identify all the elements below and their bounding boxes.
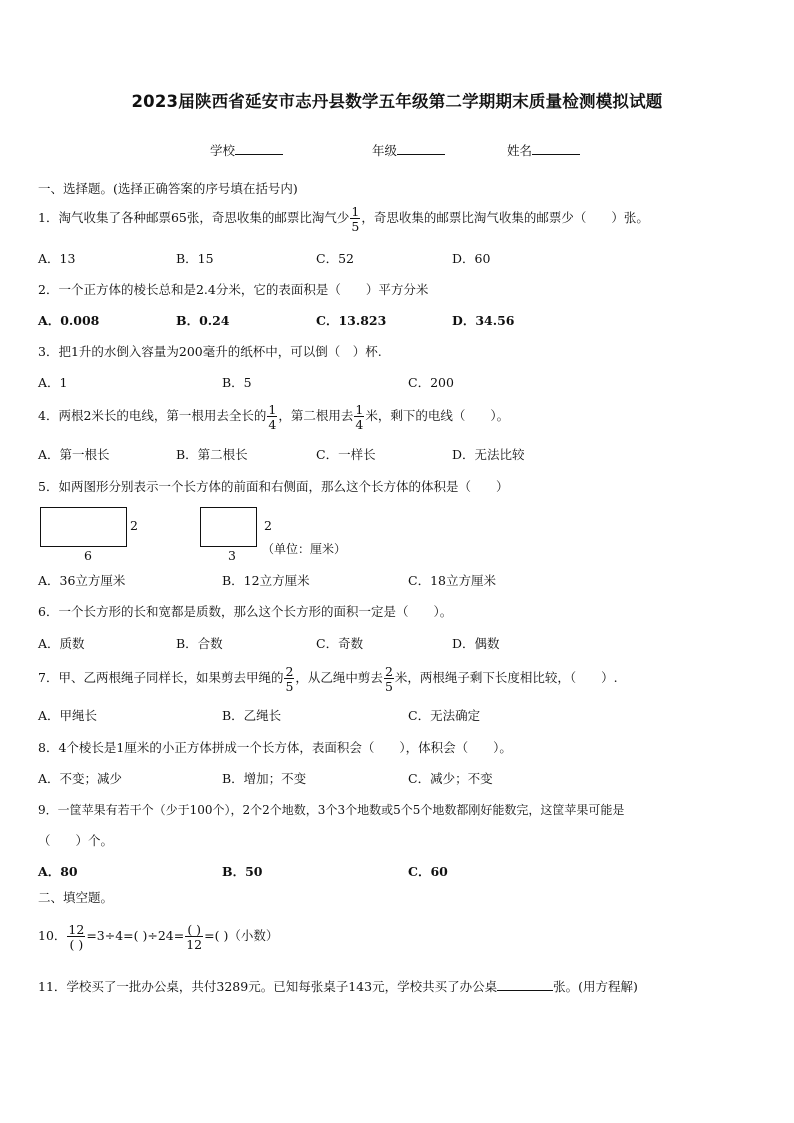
question-9-line-2: （ ）个。: [38, 833, 114, 848]
q9-option-b: B．50: [222, 864, 263, 879]
q11-answer-blank: [497, 978, 553, 991]
q2-option-a: A．0.008: [38, 313, 100, 328]
question-2: 2．一个正方体的棱长总和是2.4分米，它的表面积是（ ）平方分米: [38, 282, 429, 297]
question-11: [38, 978, 638, 995]
section2-heading: 二、填空题。: [38, 890, 114, 905]
q6-option-d: D．偶数: [452, 636, 500, 651]
q6-option-c: C．奇数: [316, 636, 364, 651]
q7-frac2-den: 5: [384, 678, 393, 694]
q7-option-a: A．甲绳长: [38, 708, 98, 723]
q4-option-a: A．第一根长: [38, 447, 110, 462]
grade-blank: [397, 142, 445, 155]
q1-text-pre: 1．淘气收集了各种邮票65张，奇思收集的邮票比淘气少: [38, 210, 350, 225]
q7-text-mid: ，从乙绳中剪去: [295, 670, 383, 685]
q1-option-b: B．15: [176, 251, 214, 266]
q4-option-c: C．一样长: [316, 447, 376, 462]
q8-option-c: C．减少；不变: [408, 771, 493, 786]
q8-option-a: A．不变；减少: [38, 771, 123, 786]
q3-option-c: C．200: [408, 375, 454, 390]
unit-label: （单位：厘米）: [262, 542, 347, 556]
front-face-rectangle: [40, 507, 127, 547]
q4-frac2-den: 4: [355, 416, 364, 432]
question-4: [38, 402, 509, 431]
q7-option-c: C．无法确定: [408, 708, 481, 723]
q4-fraction-1: [267, 403, 277, 431]
q10-fraction-1: [67, 923, 85, 951]
q1-option-a: A．13: [38, 251, 76, 266]
question-8: 8．4个棱长是1厘米的小正方体拼成一个长方体，表面积会（ ），体积会（ ）。: [38, 740, 512, 755]
school-label: 学校: [210, 143, 236, 158]
q2-option-b: B．0.24: [176, 313, 230, 328]
question-7: [38, 664, 618, 693]
q10-frac1-den: ( ): [67, 936, 85, 951]
q5-option-a: A．36立方厘米: [38, 573, 126, 588]
q6-option-b: B．合数: [176, 636, 223, 651]
q4-text-mid: ，第二根用去: [278, 408, 354, 423]
q10-frac2-den: 12: [186, 936, 203, 952]
school-blank: [235, 142, 283, 155]
q1-option-c: C．52: [316, 251, 354, 266]
q8-option-b: B．增加；不变: [222, 771, 307, 786]
q1-frac-den: 5: [351, 218, 360, 234]
q4-fraction-2: [354, 403, 364, 431]
q4-text-pre: 4．两根2米长的电线，第一根用去全长的: [38, 408, 267, 423]
q7-fraction-1: [284, 665, 294, 693]
q1-fraction: [350, 205, 360, 233]
q3-option-b: B．5: [222, 375, 252, 390]
question-1: [38, 204, 649, 233]
q4-frac1-den: 4: [268, 416, 277, 432]
name-blank: [532, 142, 580, 155]
side-face-width-label: 3: [228, 548, 236, 563]
q4-frac1-num: 1: [268, 401, 277, 417]
q10-frac2-num: ( ): [187, 921, 202, 937]
q4-frac2-num: 1: [355, 401, 364, 417]
q9-option-a: A．80: [38, 864, 78, 879]
q10-number: 10．: [38, 928, 67, 943]
q4-text-post: 米，剩下的电线（ ）。: [365, 408, 510, 423]
section1-heading: 一、选择题。(选择正确答案的序号填在括号内): [38, 181, 298, 196]
q7-text-pre: 7．甲、乙两根绳子同样长，如果剪去甲绳的: [38, 670, 284, 685]
q7-frac1-den: 5: [285, 678, 294, 694]
q11-text-pre: 11．学校买了一批办公桌，共付3289元。已知每张桌子143元，学校共买了办公桌: [38, 979, 498, 994]
q9-option-c: C．60: [408, 864, 448, 879]
q4-option-b: B．第二根长: [176, 447, 248, 462]
q6-option-a: A．质数: [38, 636, 85, 651]
q3-option-a: A．1: [38, 375, 68, 390]
q2-option-c: C．13.823: [316, 313, 387, 328]
q4-option-d: D．无法比较: [452, 447, 525, 462]
side-face-rectangle: [200, 507, 257, 547]
question-10: [38, 916, 278, 956]
q1-option-d: D．60: [452, 251, 491, 266]
grade-label: 年级: [372, 143, 398, 158]
q7-text-post: 米，两根绳子剩下长度相比较，（ ）.: [394, 670, 618, 685]
name-field: [507, 141, 580, 159]
question-9-line-1: 9．一筐苹果有若干个（少于100个），2个2个地数，3个3个地数或5个5个地数都刚好能数完，这筐苹果可能是: [38, 803, 625, 817]
q1-text-post: ，奇思收集的邮票比淘气收集的邮票少（ ）张。: [361, 210, 649, 225]
question-3: 3．把1升的水倒入容量为200毫升的纸杯中，可以倒（ ）杯.: [38, 344, 382, 359]
school-field: [210, 141, 283, 159]
q7-frac1-num: 2: [285, 663, 294, 679]
q10-fraction-2: [185, 923, 203, 951]
name-label: 姓名: [507, 143, 533, 158]
question-6: 6．一个长方形的长和宽都是质数，那么这个长方形的面积一定是（ ）。: [38, 604, 453, 619]
q5-option-c: C．18立方厘米: [408, 573, 496, 588]
grade-field: [372, 141, 445, 159]
q10-expr-2: =( )（小数）: [204, 928, 279, 943]
q2-option-d: D．34.56: [452, 313, 515, 328]
q7-fraction-2: [384, 665, 394, 693]
question-5: 5．如两图形分别表示一个长方体的前面和右侧面，那么这个长方体的体积是（ ）: [38, 479, 509, 494]
front-face-height-label: 2: [130, 518, 138, 533]
side-face-height-label: 2: [264, 518, 272, 533]
q10-frac1-num: 12: [68, 921, 85, 937]
q10-expr-1: =3÷4=( )÷24=: [86, 928, 185, 943]
front-face-width-label: 6: [84, 548, 92, 563]
exam-title: 2023届陕西省延安市志丹县数学五年级第二学期期末质量检测模拟试题: [131, 92, 663, 111]
q1-frac-num: 1: [351, 203, 360, 219]
q7-option-b: B．乙绳长: [222, 708, 282, 723]
q7-frac2-num: 2: [384, 663, 393, 679]
q5-option-b: B．12立方厘米: [222, 573, 310, 588]
q11-text-post: 张。(用方程解): [553, 979, 638, 994]
